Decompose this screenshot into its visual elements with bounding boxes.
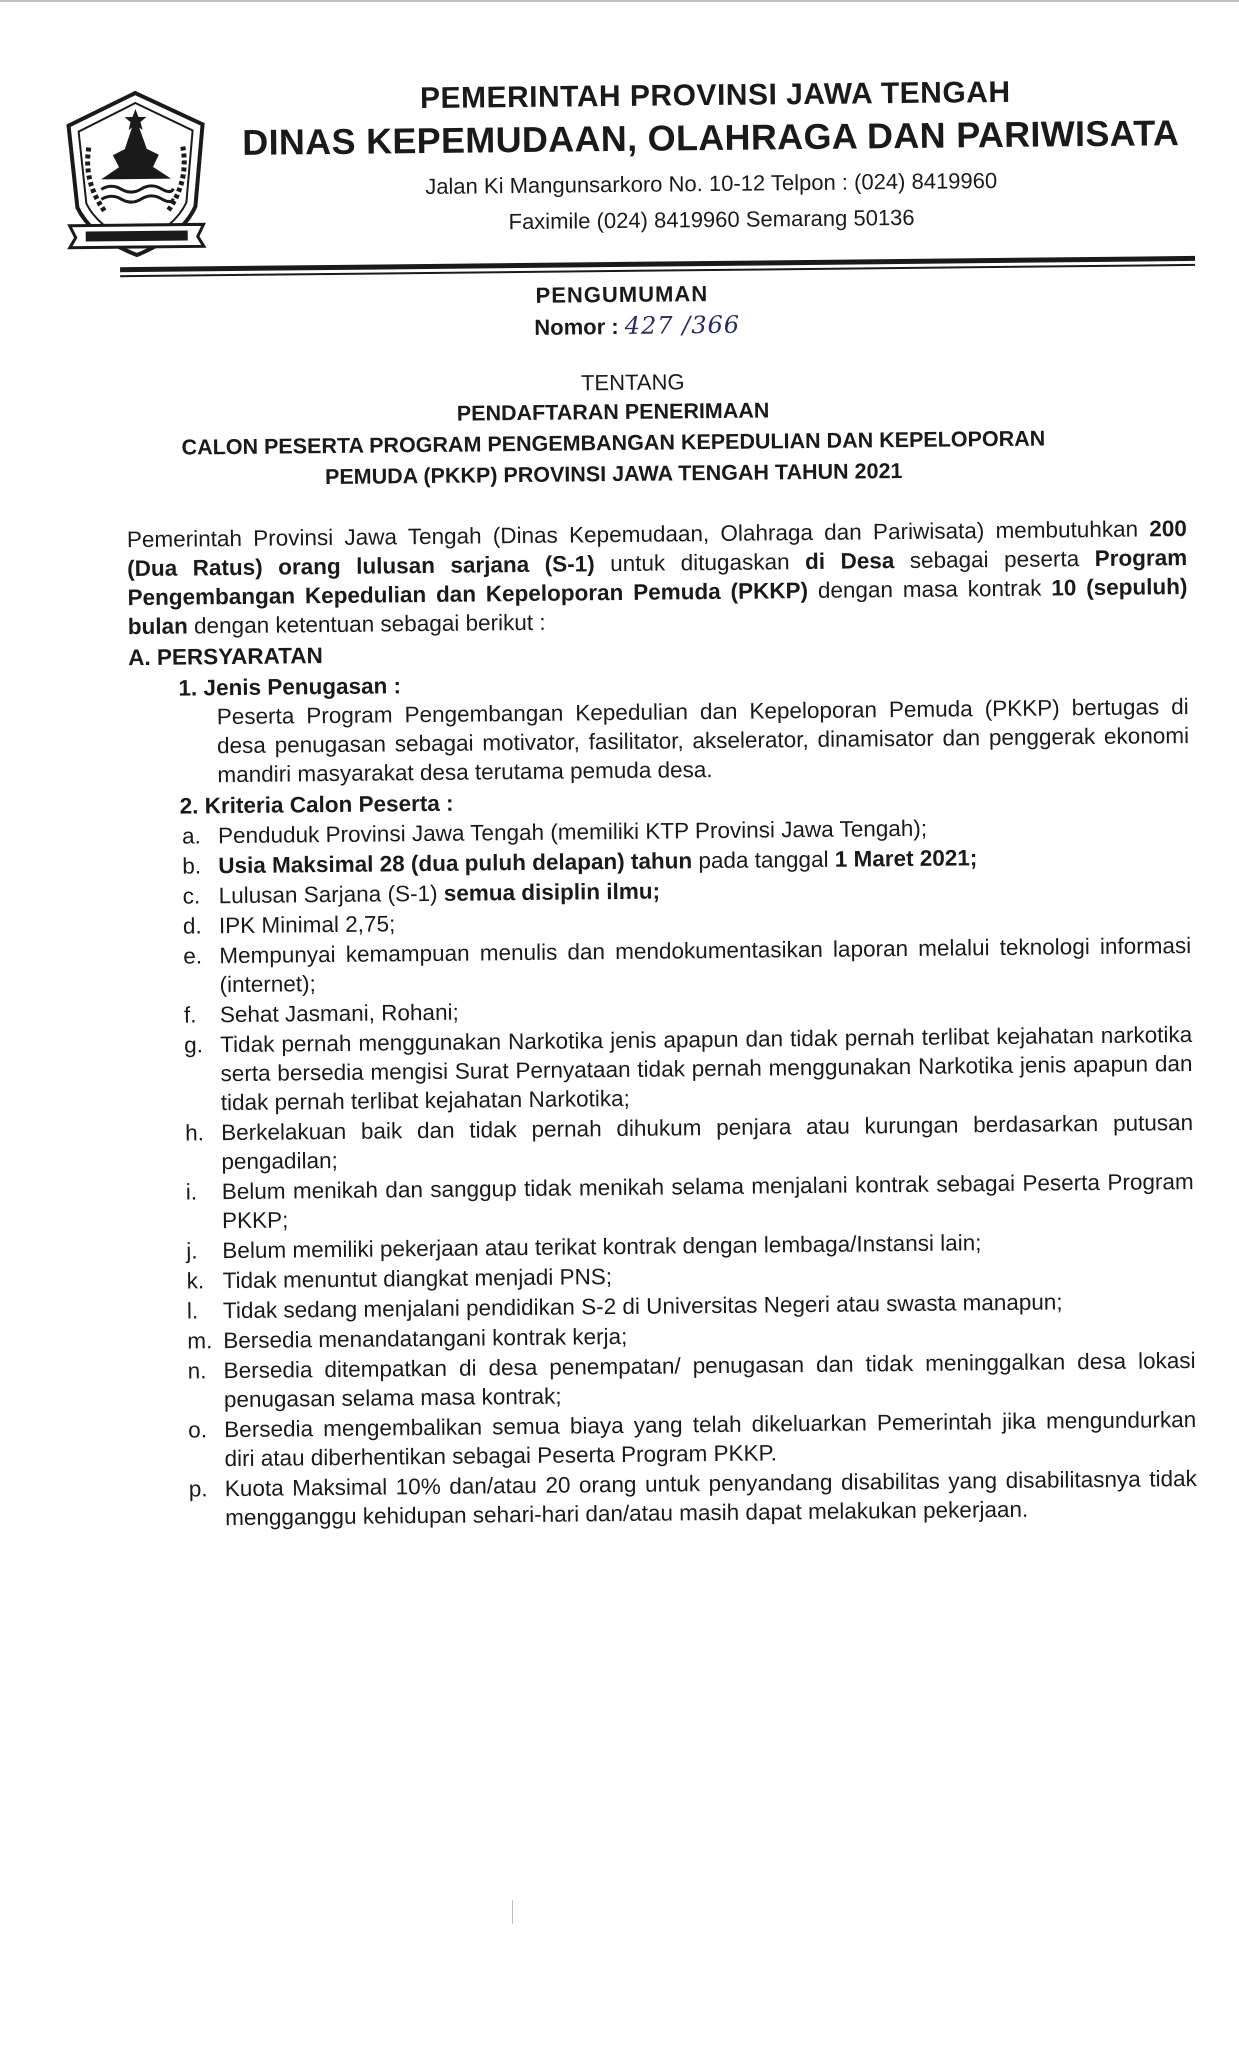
letterhead xyxy=(230,74,1192,238)
letterhead-fax-city: Faximile (024) 8419960 Semarang 50136 xyxy=(508,204,915,235)
section-a-heading: A. PERSYARATAN xyxy=(128,643,323,671)
list-item xyxy=(189,1464,1198,1533)
announcement-body xyxy=(127,514,1197,1533)
intro-bold-quota: 200 (Dua Ratus) orang lulusan sarjana (S-1) xyxy=(127,516,1187,582)
subject-line-2: CALON PESERTA PROGRAM PENGEMBANGAN KEPEDULIAN DAN KEPELOPORAN xyxy=(181,426,1046,460)
item-letter: j. xyxy=(186,1238,198,1264)
item-letter: i. xyxy=(185,1179,198,1205)
item-text: Mempunyai kemampuan menulis dan mendokumentasikan laporan melalui teknologi informasi (internet); xyxy=(219,933,1192,998)
list-item xyxy=(187,1346,1196,1415)
item-letter: k. xyxy=(186,1268,205,1294)
subject-line-1: PENDAFTARAN PENERIMAAN xyxy=(456,398,770,426)
item-letter: h. xyxy=(184,1120,205,1146)
intro-paragraph xyxy=(127,514,1188,641)
age-limit-bold: Usia Maksimal 28 (dua puluh delapan) tahun xyxy=(218,848,693,879)
age-date-bold: 1 Maret 2021; xyxy=(834,845,978,872)
item-text: Tidak menuntut diangkat menjadi PNS; xyxy=(222,1264,613,1294)
announcement-heading xyxy=(0,276,1233,496)
intro-bold-desa: di Desa xyxy=(804,548,895,575)
tentang-label: TENTANG xyxy=(580,369,685,396)
item-text: Tidak pernah menggunakan Narkotika jenis apapun dan tidak pernah terlibat kejahatan narkotika serta bersedia mengisi Surat Pernyataan tidak pernah menggunakan Narkotika jenis apapun dan tidak pernah terlibat kejahatan Narkotika; xyxy=(220,1022,1193,1116)
intro-text-1: Pemerintah Provinsi Jawa Tengah (Dinas Kepemudaan, Olahraga dan Pariwisata) membutuhkan xyxy=(126,516,1150,553)
item-letter: n. xyxy=(187,1358,207,1384)
item-letter: m. xyxy=(187,1328,213,1354)
item-letter: b. xyxy=(182,853,202,879)
jenis-penugasan-heading: 1. Jenis Penugasan : xyxy=(178,673,402,701)
item-text: Tidak sedang menjalani pendidikan S-2 di Universitas Negeri atau swasta manapun; xyxy=(222,1289,1063,1324)
intro-text-5: dengan ketentuan sebagai berikut : xyxy=(187,609,546,639)
jenis-penugasan-text: Peserta Program Pengembangan Kepedulian dan Kepeloporan Pemuda (PKKP) bertugas di desa penugasan sebagai motivator, fasilitator, akselerator, dinamisator dan penggerak ekonomi mandiri masyarakat desa terutama pemuda desa. xyxy=(216,694,1190,788)
kriteria-heading: 2. Kriteria Calon Peserta : xyxy=(179,790,454,819)
letterhead-government-name: PEMERINTAH PROVINSI JAWA TENGAH xyxy=(419,75,1011,116)
item-text: IPK Minimal 2,75; xyxy=(218,911,396,939)
announcement-title: PENGUMUMAN xyxy=(535,281,709,308)
item-text: Sehat Jasmani, Rohani; xyxy=(219,999,459,1028)
jawa-tengah-crest-icon xyxy=(60,86,212,263)
letterhead-agency-name: DINAS KEPEMUDAAN, OLAHRAGA DAN PARIWISATA xyxy=(242,112,1180,163)
item-text: Belum menikah dan sanggup tidak menikah selama menjalani kontrak sebagai Peserta Program PKKP; xyxy=(221,1169,1194,1234)
degree-text: Lulusan Sarjana (S-1) xyxy=(218,880,444,909)
intro-bold-program: Program Pengembangan Kepedulian dan Kepeloporan Pemuda (PKKP) xyxy=(127,545,1188,611)
item-letter: d. xyxy=(182,913,202,939)
item-letter: g. xyxy=(184,1032,204,1058)
item-letter: e. xyxy=(183,943,203,969)
item-text: Penduduk Provinsi Jawa Tengah (memiliki KTP Provinsi Jawa Tengah); xyxy=(217,815,928,849)
item-letter: l. xyxy=(186,1298,199,1324)
nomor-handwritten-value: 427 /366 xyxy=(624,310,741,340)
item-text: Bersedia mengembalikan semua biaya yang telah dikeluarkan Pemerintah jika mengundurkan diri atau diberhentikan sebagai Peserta Program PKKP. xyxy=(224,1406,1197,1472)
item-text: Belum memiliki pekerjaan atau terikat kontrak dengan lembaga/Instansi lain; xyxy=(222,1230,982,1264)
item-letter: a. xyxy=(181,823,201,849)
item-text: Berkelakuan baik dan tidak pernah dihukum penjara atau kurungan berdasarkan putusan pengadilan; xyxy=(220,1110,1194,1175)
intro-bold-duration: 10 (sepuluh) bulan xyxy=(127,574,1188,640)
criteria-list xyxy=(182,811,1197,1533)
item-text: Bersedia ditempatkan di desa penempatan/ penugasan dan tidak meninggalkan desa lokasi penugasan selama masa kontrak; xyxy=(223,1347,1196,1413)
letterhead-address: Jalan Ki Mangunsarkoro No. 10-12 Telpon : (024) 8419960 xyxy=(425,168,998,199)
list-item xyxy=(186,1167,1195,1236)
scan-speck xyxy=(512,1900,513,1924)
item-letter: c. xyxy=(182,883,201,909)
list-item xyxy=(183,931,1192,1000)
degree-bold: semua disiplin ilmu; xyxy=(443,878,661,906)
item-letter: p. xyxy=(188,1476,208,1502)
item-letter: o. xyxy=(188,1417,208,1443)
list-item xyxy=(184,1020,1193,1118)
nomor-label: Nomor : xyxy=(534,313,619,340)
intro-text-4: dengan masa kontrak xyxy=(807,575,1052,604)
subject-line-3: PEMUDA (PKKP) PROVINSI JAWA TENGAH TAHUN 2021 xyxy=(324,459,903,490)
intro-text-3: sebagai peserta xyxy=(894,546,1095,574)
list-item xyxy=(188,1405,1197,1474)
item-text: Bersedia menandatangani kontrak kerja; xyxy=(223,1323,628,1354)
item-letter: f. xyxy=(183,1002,197,1028)
list-item xyxy=(185,1108,1194,1177)
item-text: Kuota Maksimal 10% dan/atau 20 orang untuk penyandang disabilitas yang disabilitasnya tidak mengganggu kehidupan sehari-hari dan/atau masih dapat melakukan pekerjaan. xyxy=(224,1465,1197,1531)
age-limit-text: pada tanggal xyxy=(692,846,835,874)
intro-text-2: untuk ditugaskan xyxy=(594,549,806,577)
scan-edge-mark xyxy=(0,0,1239,2)
